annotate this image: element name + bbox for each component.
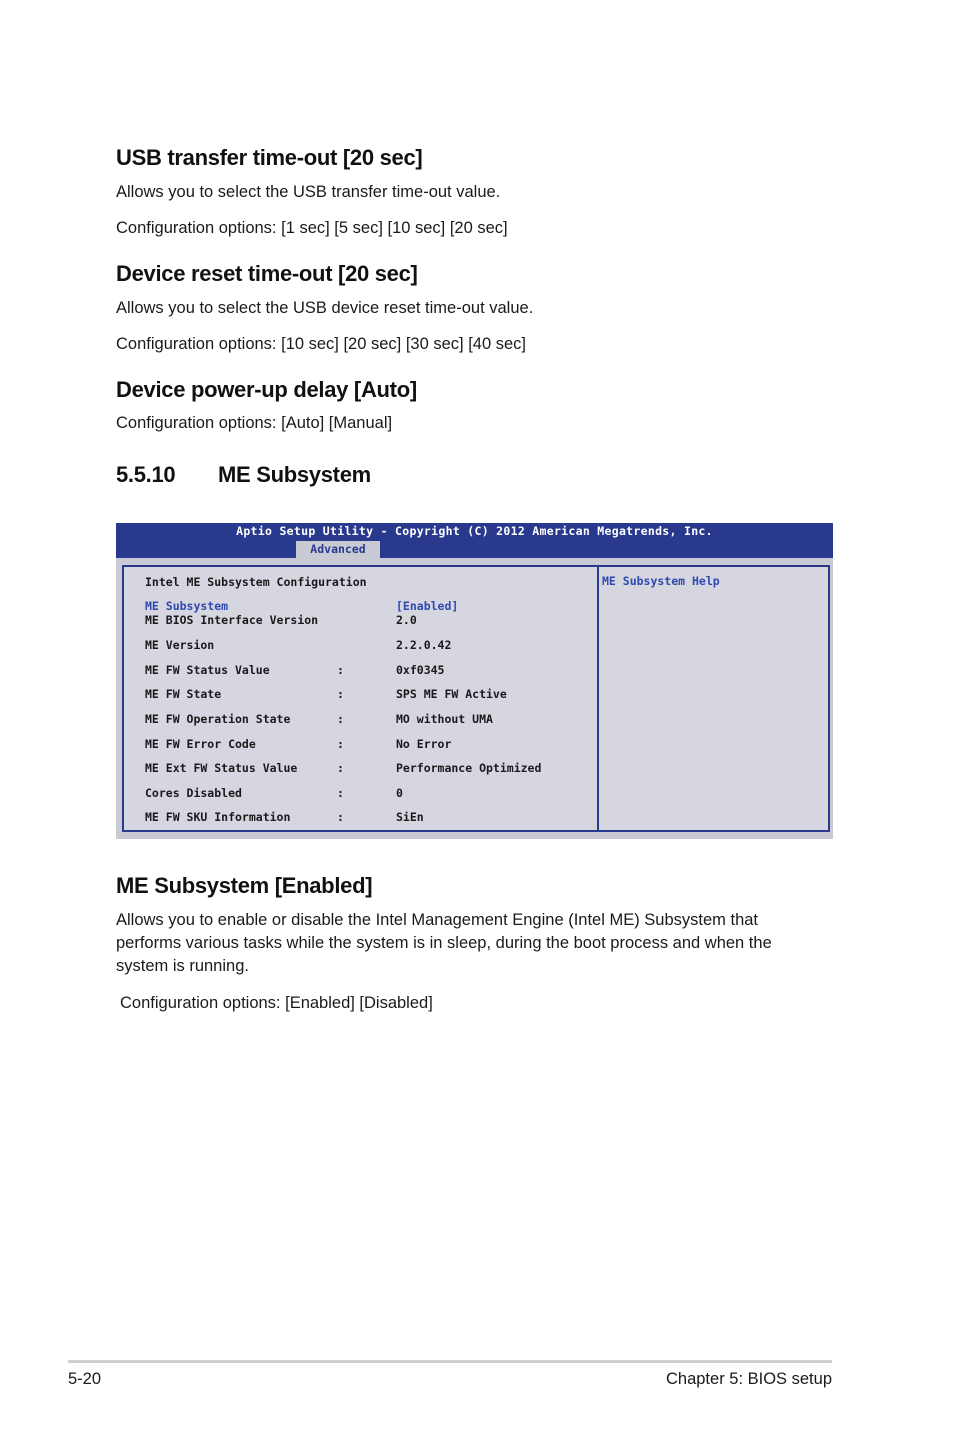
bios-section-title: Intel ME Subsystem Configuration [145,575,367,589]
bios-row-colon: : [337,786,344,800]
me-subsystem-option[interactable] [145,599,458,613]
me-enabled-heading: ME Subsystem [Enabled] [116,873,373,898]
me-subsystem-number: 5.5.10 [116,462,176,487]
me-enabled-desc: Allows you to enable or disable the Intel Management Engine (Intel ME) Subsystem that performs various tasks while the system is in sleep, during the boot process and when the system is running. [116,911,772,975]
usb-transfer-options: Configuration options: [1 sec] [5 sec] [10 sec] [20 sec] [116,219,508,237]
footer-page-number: 5-20 [68,1370,102,1388]
usb-transfer-heading: USB transfer time-out [20 sec] [116,145,423,170]
tab-advanced[interactable]: Advanced [296,541,380,558]
bios-row-value: Performance Optimized [396,761,542,775]
bios-info-row [145,638,451,652]
bios-row-colon: : [337,687,344,701]
bios-row-label: ME FW State [145,687,222,701]
bios-row-value: 2.2.0.42 [396,638,452,652]
bios-row-colon: : [337,761,344,775]
bios-row-label: ME BIOS Interface Version [145,613,319,627]
device-reset-desc: Allows you to select the USB device reset time-out value. [116,299,534,317]
bios-row-label: ME Version [145,638,215,652]
bios-row-colon: : [337,737,344,751]
footer-rule [68,1360,832,1363]
bios-row-value: SiEn [396,810,424,824]
bios-row-value: [Enabled] [396,599,459,613]
bios-info-row [145,786,403,800]
bios-help-panel [597,565,830,832]
bios-row-colon: : [337,712,344,726]
me-subsystem-title: ME Subsystem [218,462,371,487]
bios-row-value: 0xf0345 [396,663,445,677]
bios-title-bar [116,523,833,558]
bios-info-row [145,613,417,627]
bios-row-value: MO without UMA [396,712,493,726]
bios-info-row [145,712,493,726]
bios-row-label: ME FW SKU Information [145,810,291,824]
usb-transfer-desc: Allows you to select the USB transfer time-out value. [116,183,501,201]
bios-info-row [145,663,444,677]
bios-row-value: 2.0 [396,613,417,627]
bios-screenshot [116,523,833,839]
bios-row-value: No Error [396,737,452,751]
bios-title: Aptio Setup Utility - Copyright (C) 2012 American Megatrends, Inc. [236,524,713,538]
bios-row-label: ME FW Error Code [145,737,256,751]
bios-info-row [145,810,424,824]
bios-help-text: ME Subsystem Help [602,574,720,588]
footer-chapter: Chapter 5: BIOS setup [665,1370,832,1388]
bios-row-label: Cores Disabled [145,786,242,800]
device-reset-heading: Device reset time-out [20 sec] [116,261,418,286]
bios-row-colon: : [337,810,344,824]
bios-row-label: ME FW Status Value [145,663,270,677]
bios-row-label: ME Subsystem [145,599,229,613]
bios-row-value: 0 [396,786,403,800]
device-reset-options: Configuration options: [10 sec] [20 sec] [30 sec] [40 sec] [116,335,526,353]
power-up-heading: Device power-up delay [Auto] [116,377,417,402]
me-enabled-options: Configuration options: [Enabled] [Disabled] [120,994,433,1012]
bios-row-value: SPS ME FW Active [396,687,507,701]
bios-row-colon: : [337,663,344,677]
bios-row-label: ME Ext FW Status Value [145,761,298,775]
bios-main-panel [122,565,599,832]
bios-info-row [145,737,451,751]
power-up-options: Configuration options: [Auto] [Manual] [116,414,393,432]
bios-row-label: ME FW Operation State [145,712,291,726]
bios-info-row [145,761,541,775]
bios-info-row [145,687,507,701]
